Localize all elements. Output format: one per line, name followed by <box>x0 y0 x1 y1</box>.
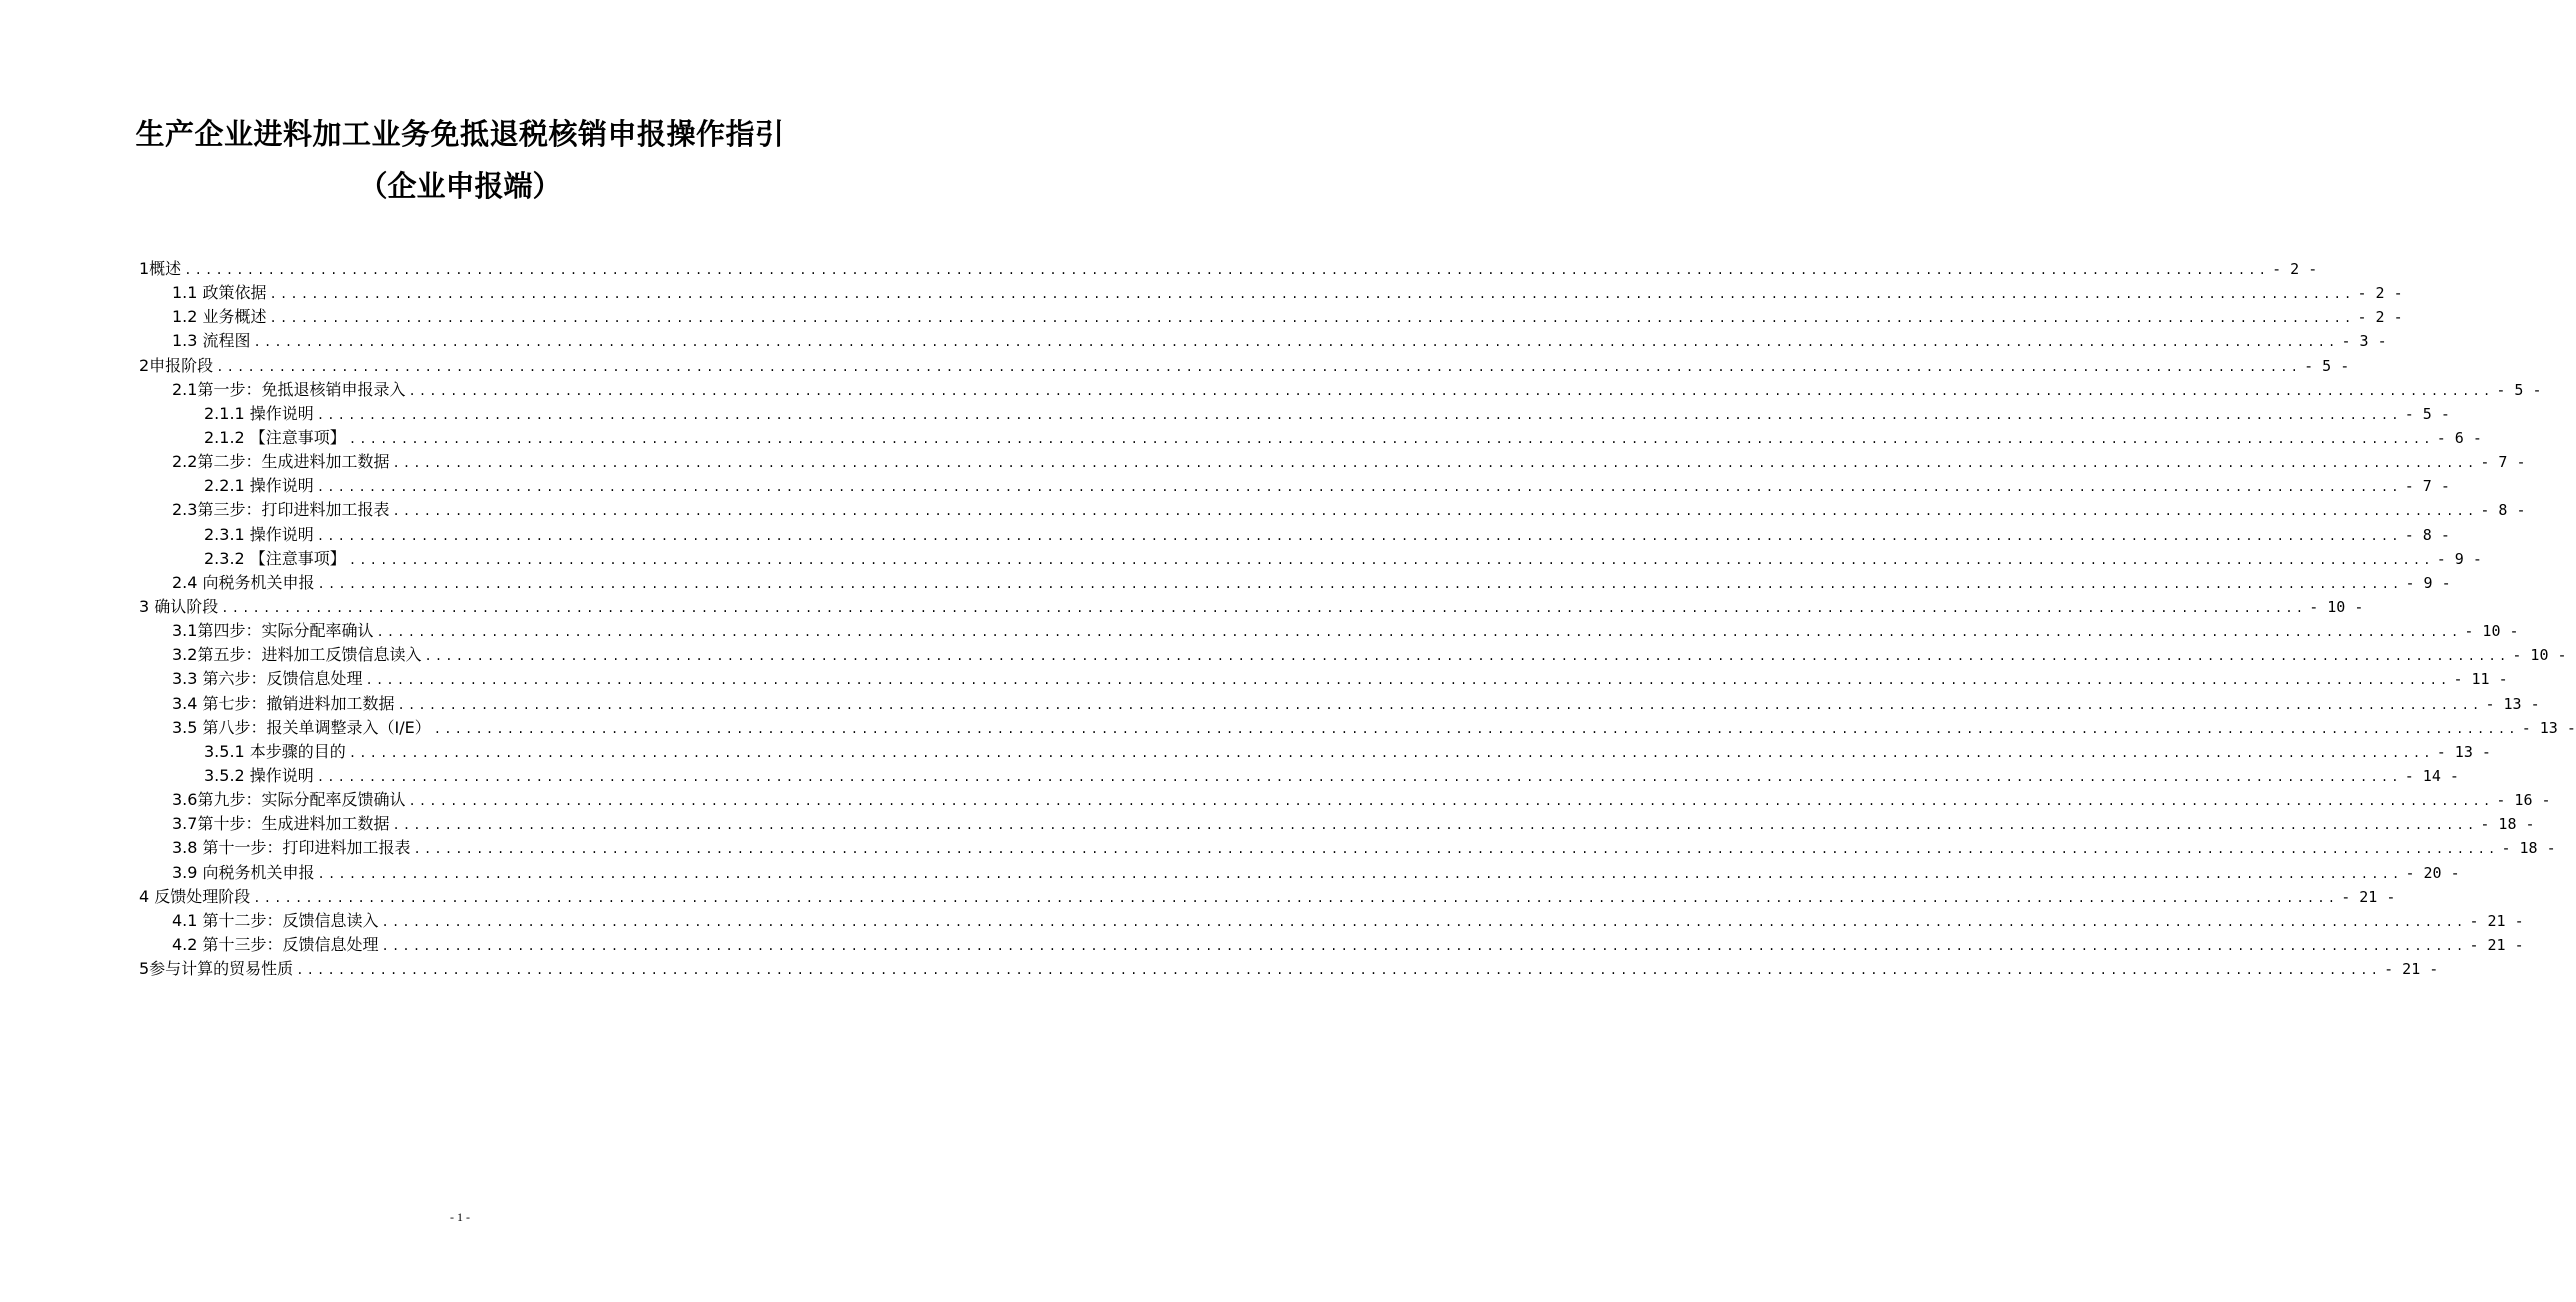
toc-entry-label: 3.7第十步：生成进料加工数据 <box>172 814 390 834</box>
toc-entry[interactable] <box>139 933 2524 957</box>
toc-entry-label: 2.3.1 操作说明 <box>204 524 314 544</box>
toc-entry-label: 3.9 向税务机关申报 <box>172 862 315 882</box>
table-of-contents <box>139 257 2576 981</box>
toc-entry-page: - 2 - <box>2272 260 2318 278</box>
toc-entry-label: 2申报阶段 <box>139 355 214 375</box>
toc-entry-page: - 2 - <box>2357 284 2403 303</box>
toc-entry[interactable] <box>139 595 2364 619</box>
toc-entry-page: - 13 - <box>2436 742 2491 761</box>
toc-entry-label: 2.1.1 操作说明 <box>204 403 314 423</box>
toc-dot-leader: ........................................................................................................................................................................................................ <box>253 890 2339 905</box>
toc-entry[interactable] <box>139 740 2491 764</box>
toc-entry-page: - 5 - <box>2404 404 2450 423</box>
toc-dot-leader: ........................................................................................................................................................................................................ <box>216 359 2302 374</box>
toc-entry-label: 1概述 <box>139 259 182 278</box>
toc-dot-leader: ........................................................................................................................................................................................................ <box>348 431 2434 446</box>
toc-entry[interactable] <box>139 812 2535 836</box>
toc-entry-page: - 14 - <box>2404 766 2459 785</box>
toc-entry-label: 2.2第二步：生成进料加工数据 <box>172 452 390 472</box>
toc-entry[interactable] <box>139 450 2526 474</box>
toc-entry[interactable] <box>139 354 2350 378</box>
toc-dot-leader: ........................................................................................................................................................................................................ <box>408 383 2494 398</box>
toc-entry[interactable] <box>139 305 2403 329</box>
toc-entry-page: - 18 - <box>2480 815 2535 834</box>
toc-entry-label: 4.2 第十三步：反馈信息处理 <box>172 934 379 954</box>
toc-entry-label: 2.2.1 操作说明 <box>204 476 314 496</box>
page-number-footer: - 1 - <box>450 1210 470 1224</box>
document-title-line2: （企业申报端） <box>358 169 562 203</box>
toc-dot-leader: ........................................................................................................................................................................................................ <box>269 311 2355 326</box>
toc-entry-page: - 6 - <box>2436 428 2482 447</box>
toc-entry[interactable] <box>139 498 2526 522</box>
toc-entry-page: - 10 - <box>2309 597 2364 616</box>
toc-dot-leader: ........................................................................................................................................................................................................ <box>397 697 2483 712</box>
toc-dot-leader: ........................................................................................................................................................................................................ <box>348 552 2434 567</box>
toc-entry[interactable] <box>139 885 2396 909</box>
toc-entry-label: 1.2 业务概述 <box>172 307 267 327</box>
toc-entry[interactable] <box>139 474 2450 498</box>
toc-entry-label: 3.5.2 操作说明 <box>204 765 314 785</box>
toc-dot-leader: ........................................................................................................................................................................................................ <box>316 480 2402 495</box>
toc-entry-label: 4 反馈处理阶段 <box>139 886 251 906</box>
toc-dot-leader: ........................................................................................................................................................................................................ <box>424 649 2510 664</box>
toc-entry-page: - 5 - <box>2496 380 2542 399</box>
toc-entry-page: - 8 - <box>2404 525 2450 544</box>
toc-entry-label: 3.3 第六步：反馈信息处理 <box>172 669 363 689</box>
toc-entry-page: - 13 - <box>2485 694 2540 713</box>
toc-entry-label: 5参与计算的贸易性质 <box>139 959 294 979</box>
toc-entry-page: - 20 - <box>2405 863 2460 882</box>
toc-entry-page: - 10 - <box>2512 646 2567 665</box>
toc-entry-label: 3.1第四步：实际分配率确认 <box>172 621 374 641</box>
toc-entry-label: 3.5.1 本步骤的目的 <box>204 741 346 761</box>
toc-entry-page: - 7 - <box>2404 477 2450 496</box>
toc-entry-page: - 7 - <box>2480 453 2526 472</box>
toc-entry-page: - 10 - <box>2464 622 2519 641</box>
toc-dot-leader: ........................................................................................................................................................................................................ <box>392 456 2478 471</box>
toc-dot-leader: ........................................................................................................................................................................................................ <box>408 794 2494 809</box>
toc-dot-leader: ........................................................................................................................................................................................................ <box>221 600 2307 615</box>
toc-dot-leader: ........................................................................................................................................................................................................ <box>316 528 2402 543</box>
toc-entry-page: - 11 - <box>2453 670 2508 689</box>
toc-dot-leader: ........................................................................................................................................................................................................ <box>381 914 2467 929</box>
toc-dot-leader: ........................................................................................................................................................................................................ <box>381 938 2467 953</box>
toc-dot-leader: ........................................................................................................................................................................................................ <box>317 576 2403 591</box>
toc-dot-leader: ........................................................................................................................................................................................................ <box>184 263 2270 277</box>
toc-dot-leader: ........................................................................................................................................................................................................ <box>269 287 2355 302</box>
toc-entry-page: - 13 - <box>2521 718 2576 737</box>
toc-entry[interactable] <box>139 426 2482 450</box>
toc-entry-label: 3.5 第八步：报关单调整录入（I/E） <box>172 717 431 737</box>
toc-dot-leader: ........................................................................................................................................................................................................ <box>365 673 2451 688</box>
toc-dot-leader: ........................................................................................................................................................................................................ <box>253 335 2339 350</box>
toc-entry[interactable] <box>139 257 2318 281</box>
toc-entry[interactable] <box>139 667 2508 691</box>
toc-entry-label: 1.1 政策依据 <box>172 283 267 303</box>
toc-entry-label: 3.6第九步：实际分配率反馈确认 <box>172 790 406 810</box>
toc-entry-label: 3.2第五步：进料加工反馈信息读入 <box>172 645 422 665</box>
toc-entry[interactable] <box>139 788 2551 812</box>
toc-entry[interactable] <box>139 643 2567 667</box>
toc-entry[interactable] <box>139 281 2403 305</box>
toc-entry[interactable] <box>139 619 2519 643</box>
toc-dot-leader: ........................................................................................................................................................................................................ <box>316 407 2402 422</box>
toc-entry[interactable] <box>139 764 2459 788</box>
toc-dot-leader: ........................................................................................................................................................................................................ <box>392 818 2478 833</box>
toc-dot-leader: ........................................................................................................................................................................................................ <box>348 745 2434 760</box>
toc-entry[interactable] <box>139 547 2482 571</box>
toc-entry[interactable] <box>139 716 2576 740</box>
toc-entry-label: 3.4 第七步：撤销进料加工数据 <box>172 693 395 713</box>
toc-entry[interactable] <box>139 909 2524 933</box>
document-title-line1: 生产企业进料加工业务免抵退税核销申报操作指引 <box>135 117 785 151</box>
toc-entry-page: - 16 - <box>2496 791 2551 810</box>
toc-dot-leader: ........................................................................................................................................................................................................ <box>392 504 2478 519</box>
toc-entry-label: 2.1.2 【注意事项】 <box>204 427 346 447</box>
toc-dot-leader: ........................................................................................................................................................................................................ <box>376 625 2462 640</box>
toc-entry-label: 2.3第三步：打印进料加工报表 <box>172 500 390 520</box>
toc-entry-page: - 21 - <box>2469 911 2524 930</box>
toc-entry-page: - 21 - <box>2469 935 2524 954</box>
toc-entry-label: 1.3 流程图 <box>172 331 251 351</box>
toc-dot-leader: ........................................................................................................................................................................................................ <box>413 842 2499 857</box>
toc-entry-label: 2.1第一步：免抵退核销申报录入 <box>172 379 406 399</box>
toc-entry[interactable] <box>139 836 2556 860</box>
toc-entry-label: 3.8 第十一步：打印进料加工报表 <box>172 838 411 858</box>
toc-dot-leader: ........................................................................................................................................................................................................ <box>317 866 2403 881</box>
toc-entry[interactable] <box>139 957 2439 981</box>
toc-entry-page: - 8 - <box>2480 501 2526 520</box>
toc-entry-page: - 9 - <box>2436 549 2482 568</box>
toc-entry-page: - 2 - <box>2357 308 2403 327</box>
toc-entry-page: - 9 - <box>2405 573 2451 592</box>
toc-dot-leader: ........................................................................................................................................................................................................ <box>296 963 2382 978</box>
toc-entry[interactable] <box>139 523 2450 547</box>
toc-entry[interactable] <box>139 402 2450 426</box>
toc-entry-page: - 21 - <box>2341 887 2396 906</box>
toc-entry-page: - 3 - <box>2341 332 2387 351</box>
toc-entry[interactable] <box>139 571 2451 595</box>
toc-entry-page: - 5 - <box>2304 356 2350 375</box>
toc-entry-label: 3 确认阶段 <box>139 596 219 616</box>
toc-entry-label: 2.3.2 【注意事项】 <box>204 548 346 568</box>
toc-dot-leader: ........................................................................................................................................................................................................ <box>316 769 2402 784</box>
toc-entry-label: 2.4 向税务机关申报 <box>172 572 315 592</box>
toc-entry-page: - 18 - <box>2501 839 2556 858</box>
toc-entry[interactable] <box>139 692 2540 716</box>
toc-entry-page: - 21 - <box>2384 960 2439 979</box>
toc-dot-leader: ........................................................................................................................................................................................................ <box>433 721 2519 736</box>
toc-entry[interactable] <box>139 329 2387 353</box>
toc-entry[interactable] <box>139 861 2460 885</box>
toc-entry-label: 4.1 第十二步：反馈信息读入 <box>172 910 379 930</box>
toc-entry[interactable] <box>139 378 2542 402</box>
